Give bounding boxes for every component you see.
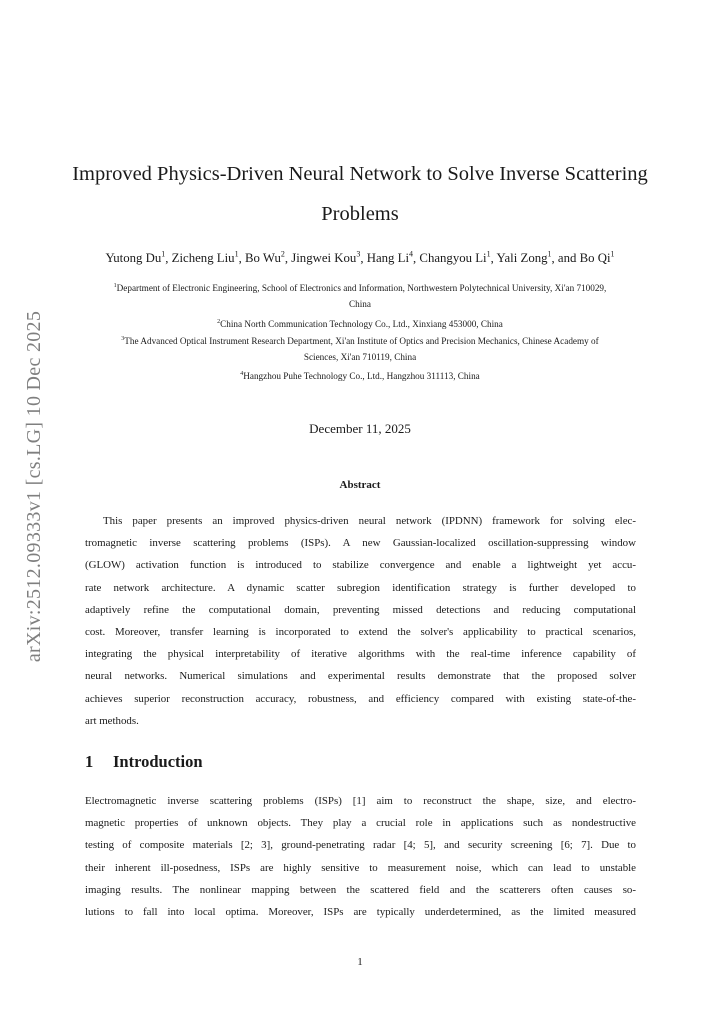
affiliation-text: China North Communication Technology Co., Ltd., Xinxiang 453000, China bbox=[220, 319, 503, 330]
body-line: lutions to fall into local optima. Moreover, ISPs are typically underdetermined, as the limited measured bbox=[85, 906, 636, 919]
abstract-line: art methods. bbox=[85, 714, 139, 727]
page-number: 1 bbox=[357, 956, 363, 968]
affiliation-text: Hangzhou Puhe Technology Co., Ltd., Hangzhou 311113, China bbox=[243, 371, 480, 382]
affiliation bbox=[60, 314, 660, 332]
author: and Bo Qi$^1$ bbox=[557, 250, 615, 266]
abstract-line: This paper presents an improved physics-driven neural network (IPDNN) framework for solving elec- bbox=[103, 515, 636, 527]
author-list: Yutong Du$^1$, Zicheng Liu$^1$, Bo Wu$^2$, Jingwei Kou$^3$, Hang Li$^4$, Changyou Li$^1$, Yali Zong$^1$, and Bo Qi$^1$ bbox=[105, 250, 615, 266]
affiliation-text: China bbox=[349, 299, 371, 310]
abstract-line: cost. Moreover, transfer learning is incorporated to extend the solver's applicability to practical scenarios, bbox=[85, 626, 636, 639]
section-heading bbox=[85, 752, 203, 772]
affiliation-mark: 1 bbox=[113, 283, 117, 289]
body-line: their inherent ill-posedness, ISPs are highly sensitive to measurement noise, which can lead to unstable bbox=[85, 861, 636, 874]
abstract-line: integrating the physical interpretability of iterative algorithms with the real-time inference capability of bbox=[85, 648, 636, 661]
abstract-body bbox=[85, 510, 636, 732]
affiliation-text: The Advanced Optical Instrument Research Department, Xi'an Institute of Optics and Precision Mechanics, Chinese Academy of bbox=[124, 336, 599, 347]
paper-title bbox=[60, 154, 660, 234]
affiliation bbox=[60, 366, 660, 384]
abstract-line: neural networks. Numerical simulations and experimental results demonstrate that the proposed solver bbox=[85, 670, 636, 683]
abstract-heading: Abstract bbox=[339, 479, 381, 491]
abstract-line: rate network architecture. A dynamic scatter subregion identification strategy is further developed to bbox=[85, 581, 636, 594]
author: Hang Li$^4$ bbox=[366, 250, 414, 266]
abstract-line: adaptively refine the computational domain, preventing missed detections and reducing computational bbox=[85, 603, 636, 616]
introduction-body bbox=[85, 790, 636, 923]
abstract-line: (GLOW) activation function is introduced to stabilize convergence and enable a lightweight yet accu- bbox=[85, 559, 636, 572]
affiliation-text: Department of Electronic Engineering, School of Electronics and Information, Northwestern Polytechnical University, Xi'an 710029, bbox=[116, 283, 607, 294]
author: Zicheng Liu$^1$ bbox=[171, 250, 239, 266]
section-number: 1 bbox=[85, 752, 94, 771]
author: Yutong Du$^1$ bbox=[105, 250, 166, 266]
body-line: Electromagnetic inverse scattering problems (ISPs) [1] aim to reconstruct the shape, size, and electro- bbox=[85, 795, 636, 807]
author: Bo Wu$^2$ bbox=[244, 250, 285, 266]
author: Jingwei Kou$^3$ bbox=[291, 250, 361, 266]
body-line: testing of composite materials [2; 3], ground-penetrating radar [4; 5], and security screening [6; 7]. Due to bbox=[85, 839, 636, 852]
affiliation-mark: 3 bbox=[121, 336, 125, 342]
abstract-line: achieves superior reconstruction accuracy, robustness, and efficiency compared with existing state-of-the- bbox=[85, 692, 636, 705]
arxiv-stamp-text: arXiv:2512.09333v1 [cs.LG] 10 Dec 2025 bbox=[23, 310, 46, 662]
abstract-line: tromagnetic inverse scattering problems (ISPs). A new Gaussian-localized oscillation-suppressing window bbox=[85, 537, 636, 550]
publication-date: December 11, 2025 bbox=[309, 421, 411, 436]
affiliation-mark: 2 bbox=[217, 319, 221, 325]
title-line: Improved Physics-Driven Neural Network to Solve Inverse Scattering bbox=[72, 163, 648, 185]
author: Yali Zong$^1$ bbox=[496, 250, 552, 266]
section-title: Introduction bbox=[113, 752, 203, 771]
affiliation bbox=[60, 278, 660, 312]
body-line: magnetic properties of unknown objects. They play a crucial role in applications such as nondestructive bbox=[85, 817, 636, 830]
affiliation-mark: 4 bbox=[240, 371, 244, 377]
affiliation-text: Sciences, Xi'an 710119, China bbox=[303, 352, 417, 363]
title-line: Problems bbox=[321, 203, 399, 225]
author: Changyou Li$^1$ bbox=[419, 250, 491, 266]
arxiv-stamp bbox=[20, 296, 50, 676]
body-line: imaging results. The nonlinear mapping between the scattered field and the scatterers often causes so- bbox=[85, 883, 636, 896]
affiliation bbox=[60, 331, 660, 365]
